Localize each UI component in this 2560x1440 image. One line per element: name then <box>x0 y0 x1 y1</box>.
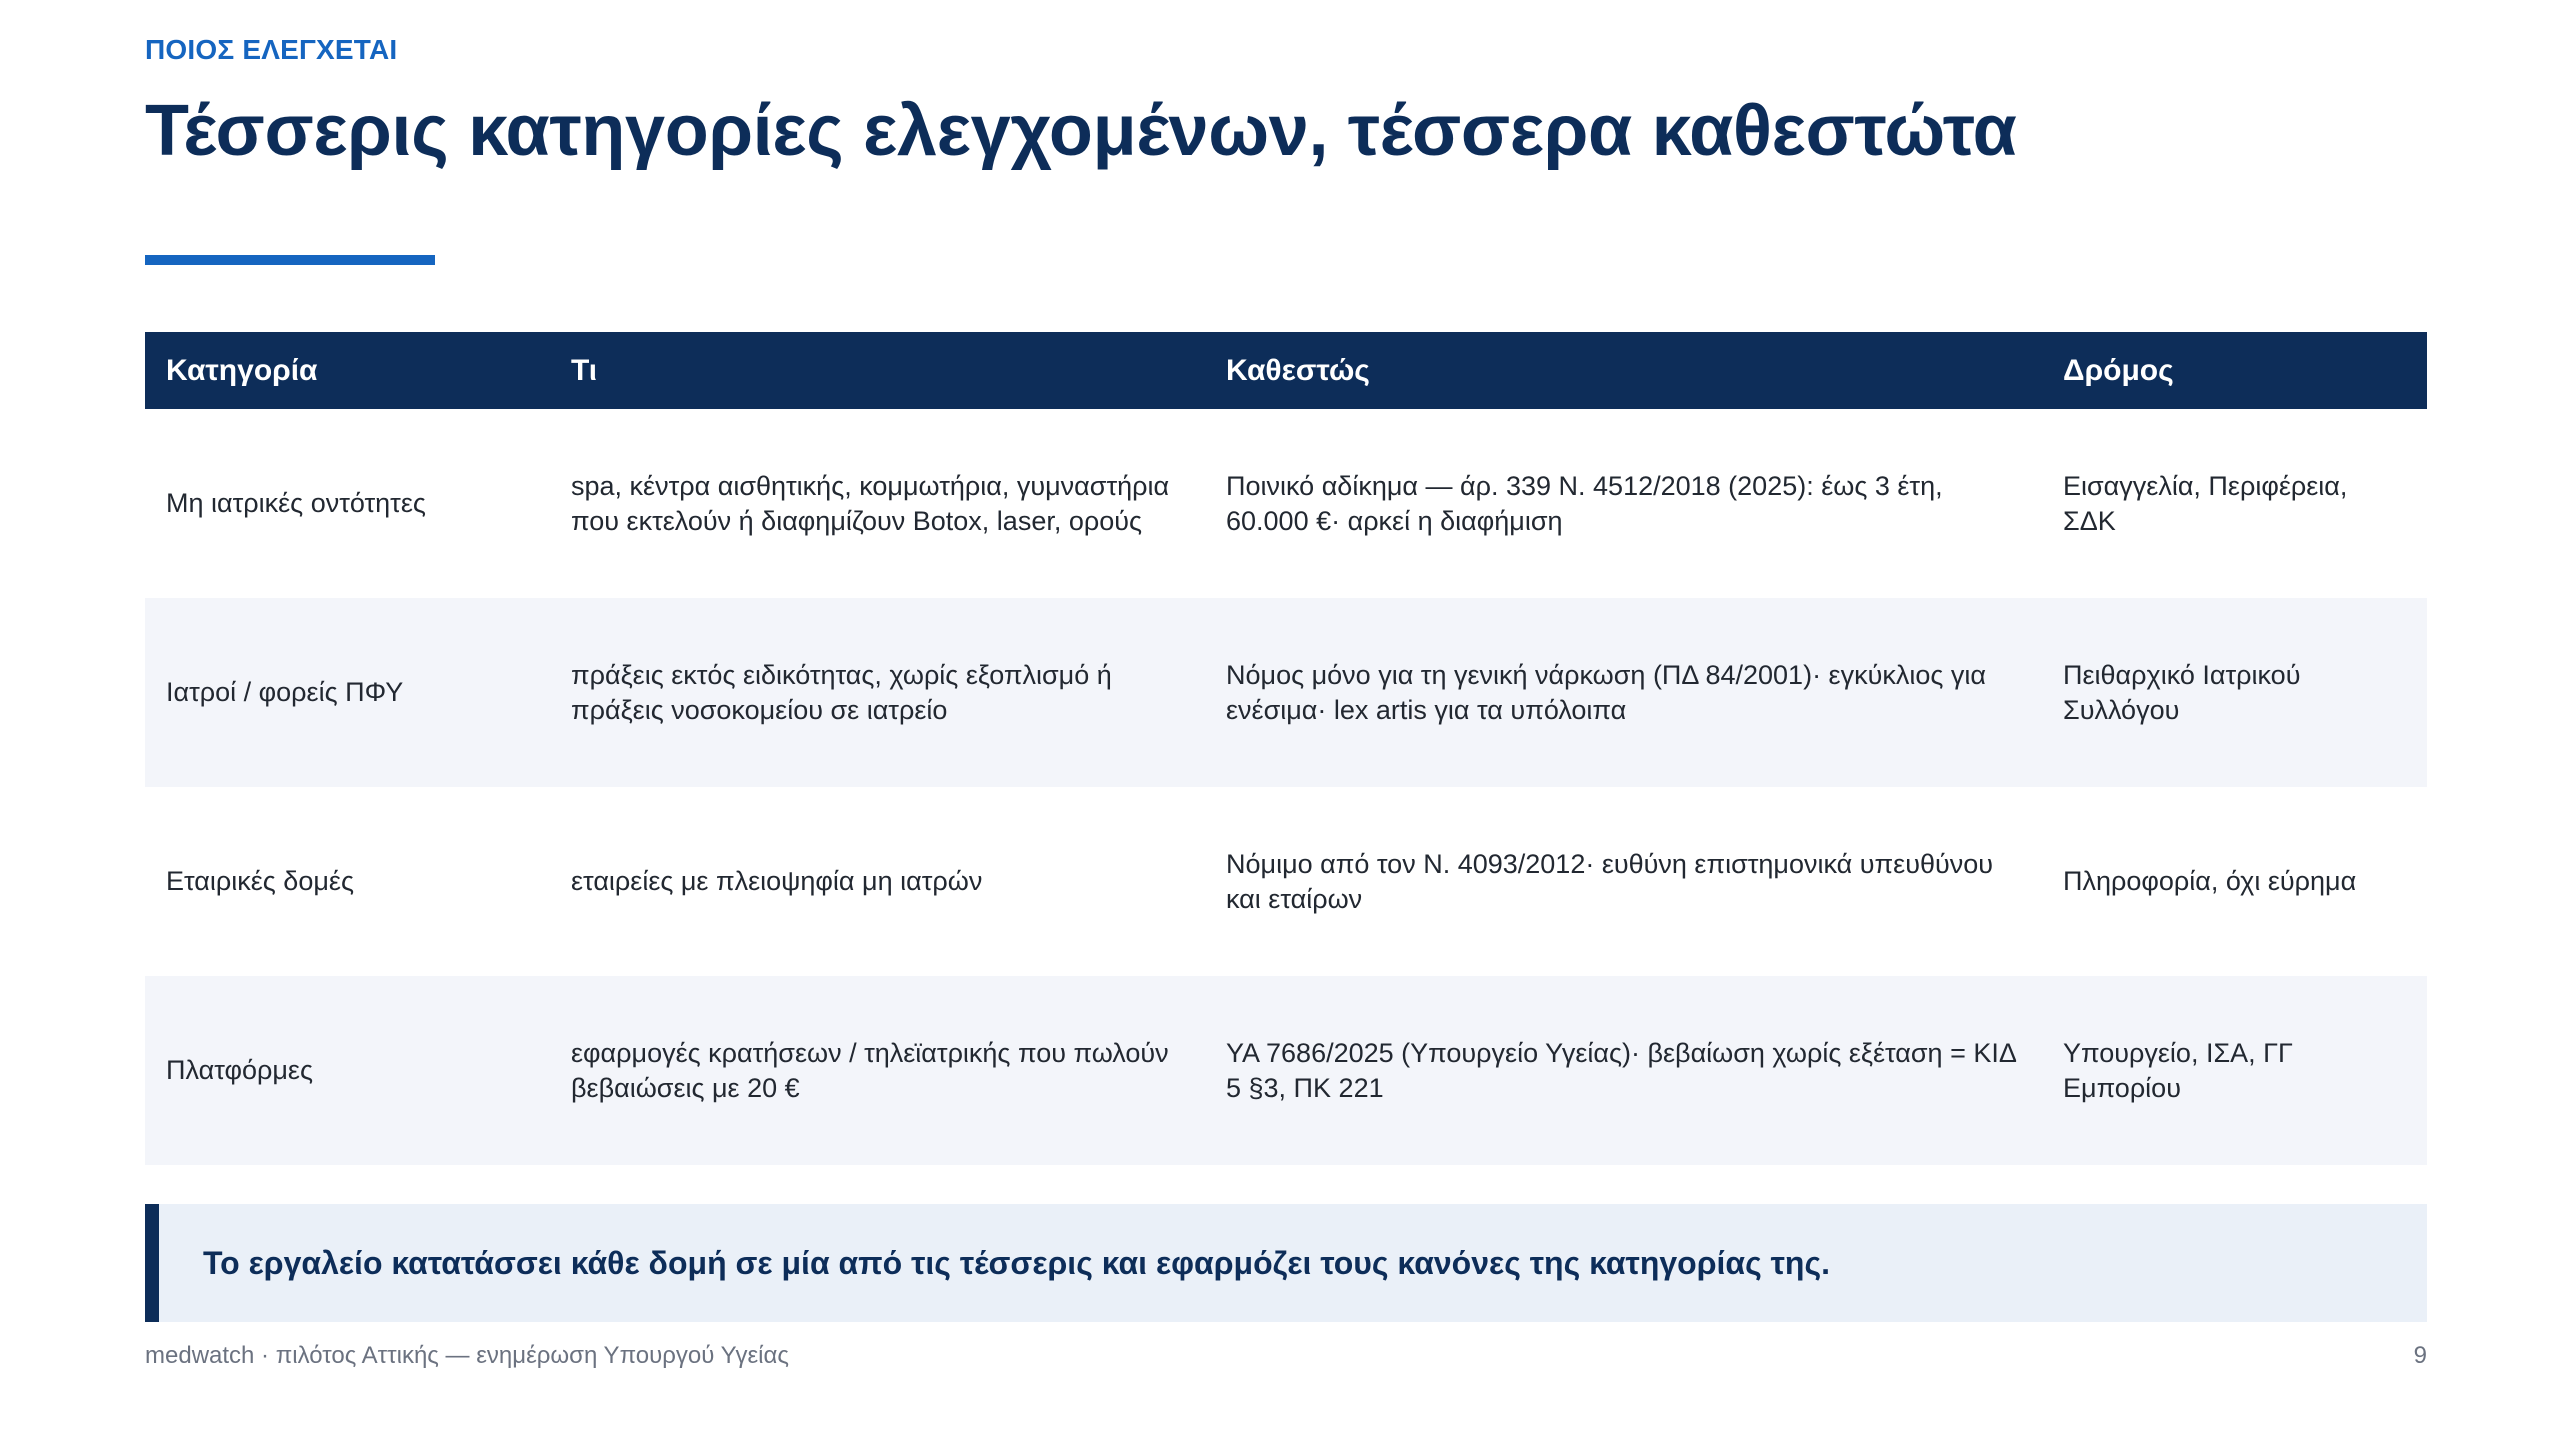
table-row <box>145 976 2427 1165</box>
categories-table <box>145 332 2427 1165</box>
column-header-status: Καθεστώς <box>1226 353 1370 387</box>
cell-route: Εισαγγελία, Περιφέρεια, ΣΔΚ <box>2063 471 2348 536</box>
page-number: 9 <box>2413 1342 2427 1369</box>
cell-what: spa, κέντρα αισθητικής, κομμωτήρια, γυμναστήρια που εκτελούν ή διαφημίζουν Botox, laser, ορούς <box>571 471 1170 536</box>
cell-what: πράξεις εκτός ειδικότητας, χωρίς εξοπλισμό ή πράξεις νοσοκομείου σε ιατρείο <box>571 660 1112 725</box>
cell-what: εταιρείες με πλειοψηφία μη ιατρών <box>571 866 983 897</box>
cell-route: Υπουργείο, ΙΣΑ, ΓΓ Εμπορίου <box>2063 1038 2293 1103</box>
cell-category: Μη ιατρικές οντότητες <box>166 488 426 519</box>
cell-category: Ιατροί / φορείς ΠΦΥ <box>166 677 404 708</box>
column-header-what: Τι <box>571 353 598 387</box>
key-takeaway-callout <box>145 1204 2427 1322</box>
cell-status: Νόμιμο από τον Ν. 4093/2012· ευθύνη επιστημονικά υπευθύνου και εταίρων <box>1226 849 1994 914</box>
slide-title: Τέσσερις κατηγορίες ελεγχομένων, τέσσερα καθεστώτα <box>145 91 2017 171</box>
cell-status: Νόμος μόνο για τη γενική νάρκωση (ΠΔ 84/2001)· εγκύκλιος για ενέσιμα· lex artis για τα υπόλοιπα <box>1226 660 1986 725</box>
title-accent-rule <box>145 255 435 265</box>
cell-route: Πληροφορία, όχι εύρημα <box>2063 866 2357 897</box>
table-row <box>145 787 2427 976</box>
column-header-category: Κατηγορία <box>166 353 318 387</box>
section-eyebrow: ΠΟΙΟΣ ΕΛΕΓΧΕΤΑΙ <box>145 34 398 65</box>
table-row <box>145 598 2427 787</box>
cell-status: ΥΑ 7686/2025 (Υπουργείο Υγείας)· βεβαίωση χωρίς εξέταση = ΚΙΔ 5 §3, ΠΚ 221 <box>1226 1038 2016 1103</box>
column-header-route: Δρόμος <box>2063 353 2174 387</box>
cell-route: Πειθαρχικό Ιατρικού Συλλόγου <box>2063 660 2301 725</box>
cell-status: Ποινικό αδίκημα — άρ. 339 Ν. 4512/2018 (2025): έως 3 έτη, 60.000 €· αρκεί η διαφήμιση <box>1226 471 1943 536</box>
footer-text: medwatch · πιλότος Αττικής — ενημέρωση Υπουργού Υγείας <box>145 1342 789 1369</box>
callout-text: Το εργαλείο κατατάσσει κάθε δομή σε μία από τις τέσσερις και εφαρμόζει τους κανόνες της κατηγορίας της. <box>203 1244 1830 1281</box>
cell-category: Εταιρικές δομές <box>166 866 354 897</box>
table-row <box>145 409 2427 598</box>
cell-what: εφαρμογές κρατήσεων / τηλεϊατρικής που πωλούν βεβαιώσεις με 20 € <box>571 1038 1169 1103</box>
table-header-row <box>145 332 2427 409</box>
cell-category: Πλατφόρμες <box>166 1055 313 1086</box>
